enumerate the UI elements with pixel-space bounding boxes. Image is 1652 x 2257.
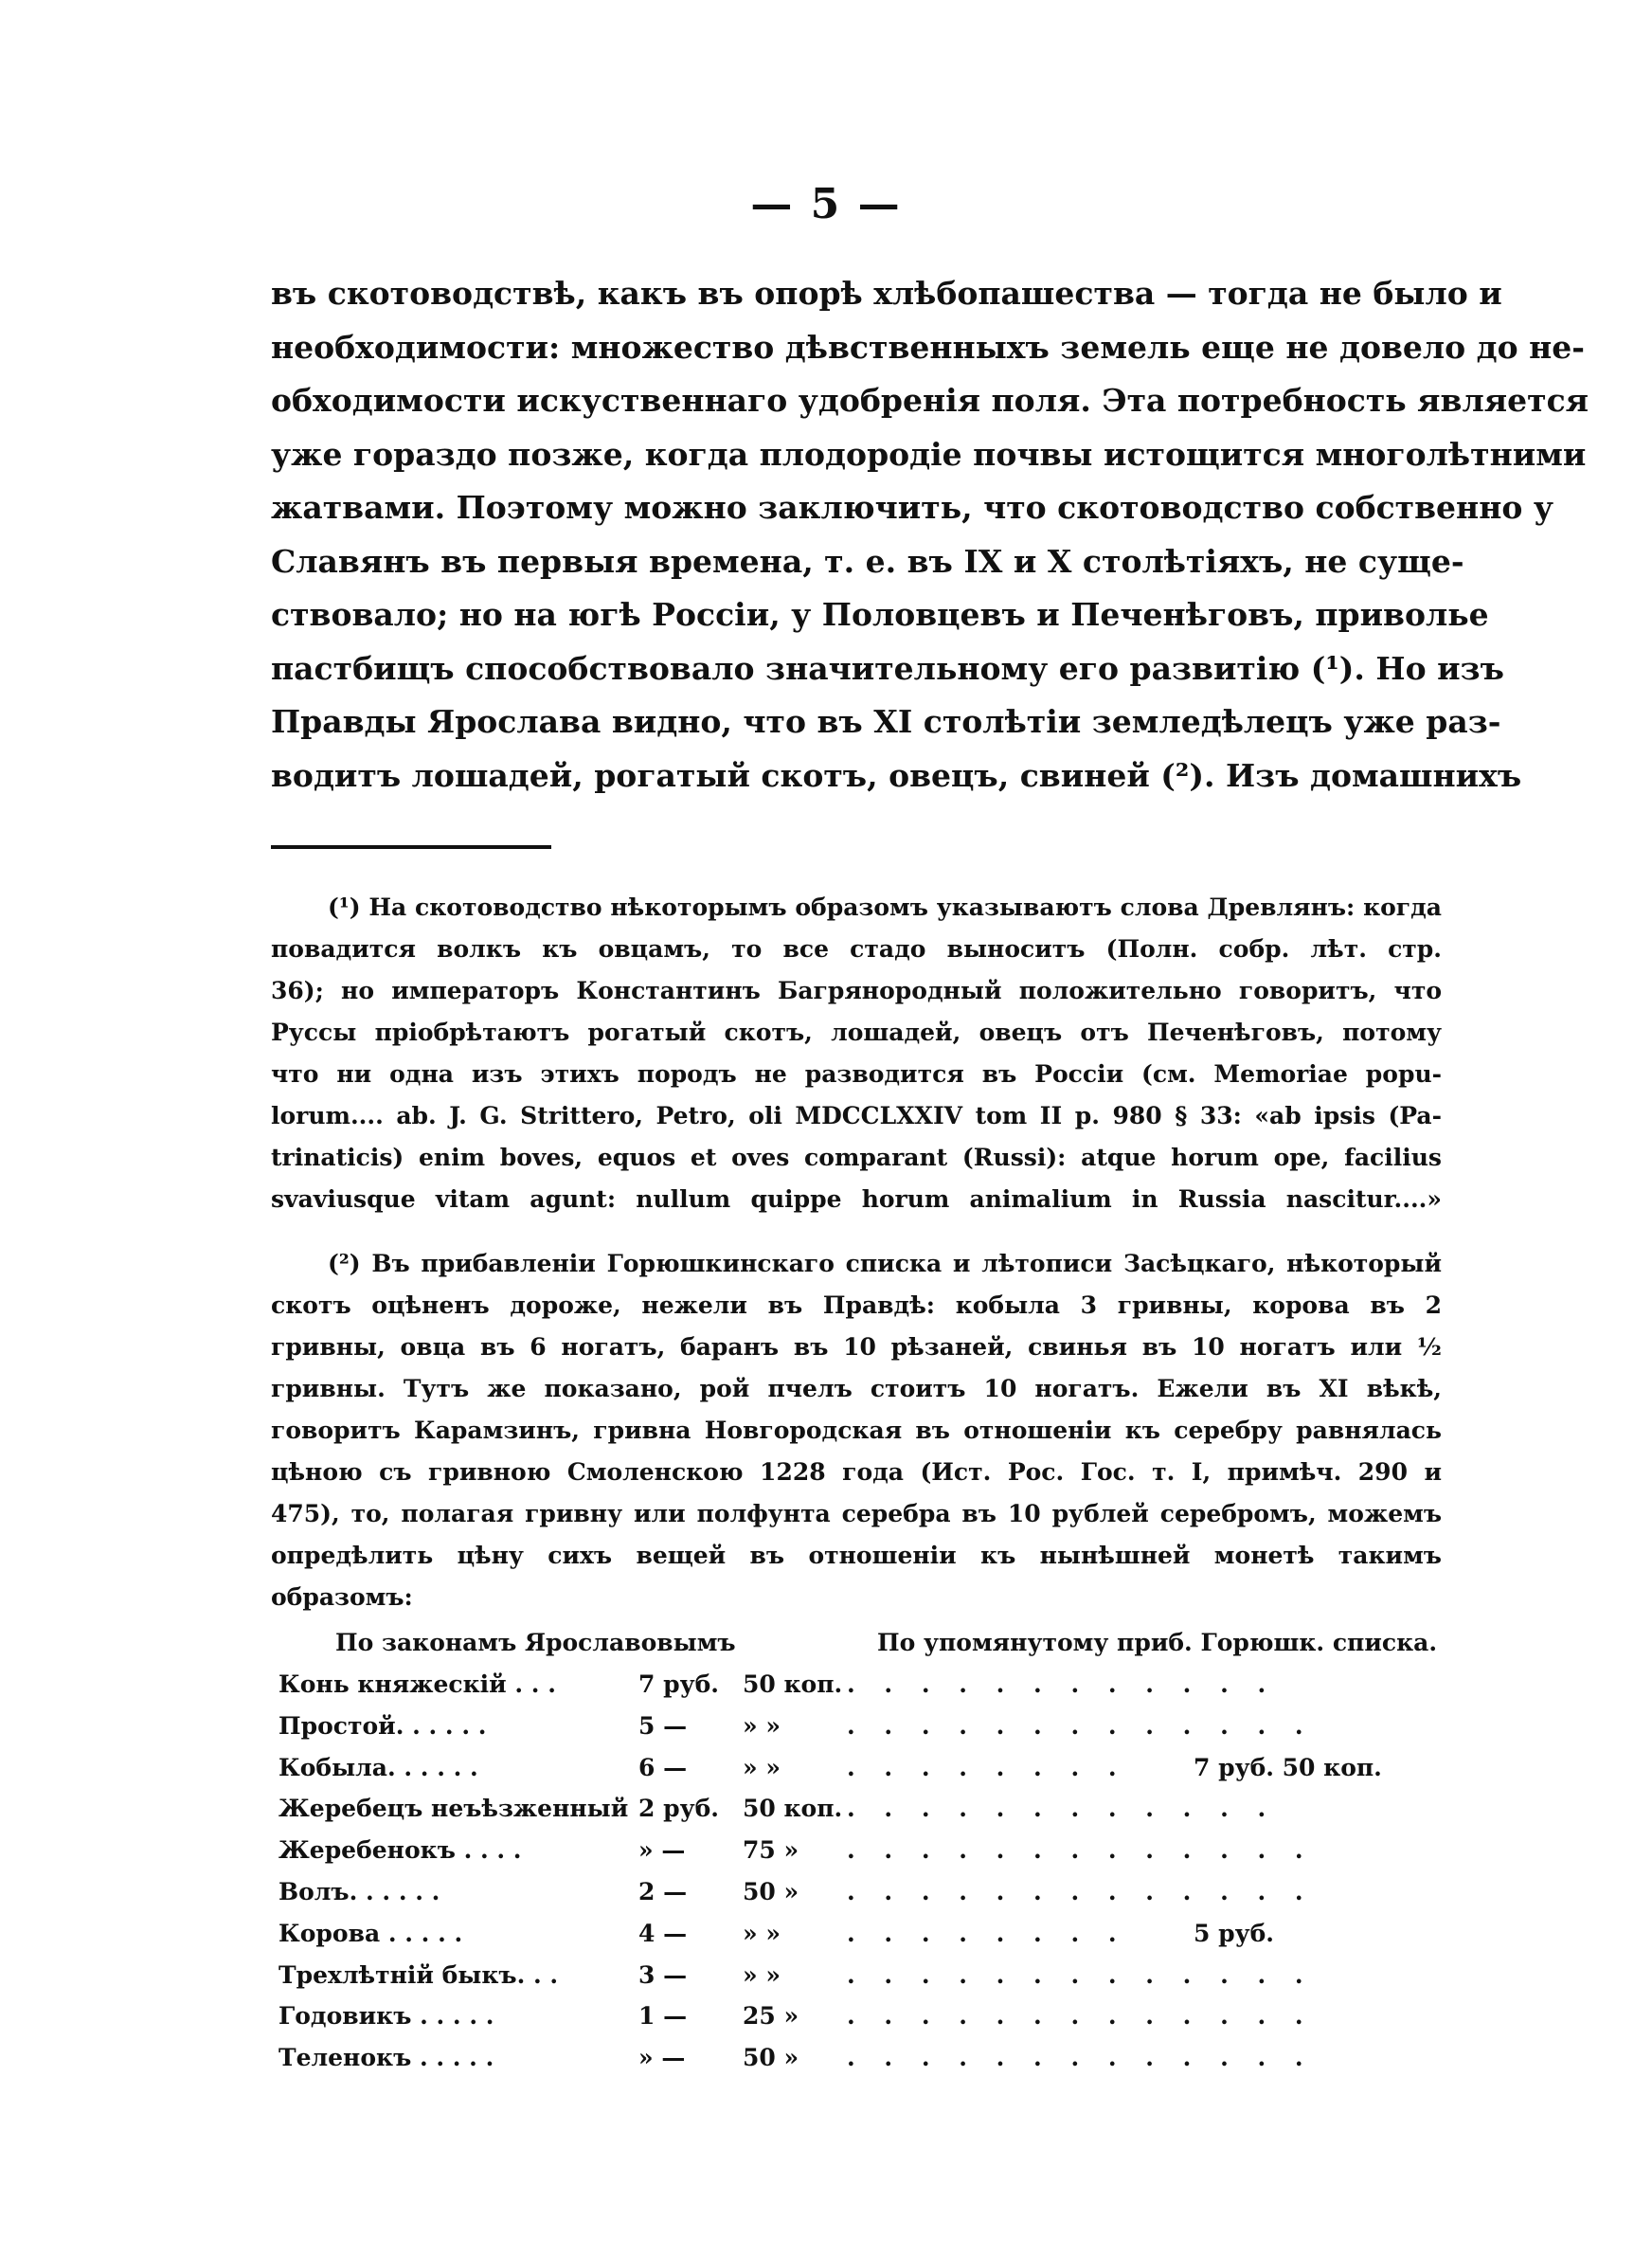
row-alt-price: 7 руб. 50 коп. [1194, 1753, 1382, 1781]
row-kop: » » [743, 1919, 781, 1947]
footnote-line: 475), то, полагая гривну или полфунта серебра въ 10 рублей серебромъ, можемъ [271, 1500, 1442, 1527]
price-table [278, 1622, 1468, 2079]
row-kop: 25 » [743, 2002, 799, 2031]
row-rub: » — [638, 1836, 686, 1865]
table-row [278, 1913, 1468, 1955]
footnote-line: образомъ: [271, 1583, 413, 1611]
row-kop: » » [743, 1753, 781, 1781]
row-name: Жеребенокъ . . . . [278, 1836, 522, 1865]
table-header [278, 1622, 1468, 1664]
row-rub: 4 — [638, 1919, 688, 1947]
row-leader-dots: . . . . . . . . . . . . [847, 1670, 1277, 1698]
row-rub: 2 — [638, 1877, 688, 1905]
table-row [278, 1871, 1468, 1913]
footnote-line: повадится волкъ къ овцамъ, то все стадо выноситъ (Полн. собр. лѣт. стр. [271, 935, 1442, 963]
row-alt-price: 5 руб. [1194, 1919, 1274, 1947]
table-row [278, 1955, 1468, 1996]
row-leader-dots: . . . . . . . . . . . . . [847, 1711, 1314, 1740]
table-row [278, 2037, 1468, 2079]
row-leader-dots: . . . . . . . . . . . . . [847, 1960, 1314, 1989]
text-line: уже гораздо позже, когда плодородіе почвы истощится многолѣтними [271, 435, 1587, 473]
row-kop: 50 коп. [743, 1670, 843, 1698]
text-line: необходимости: множество дѣвственныхъ земель еще не довело до не- [271, 328, 1585, 366]
footnote-line: гривны. Тутъ же показано, рой пчелъ стоитъ 10 ногатъ. Ежели въ XI вѣкѣ, [271, 1375, 1442, 1402]
footnote-2 [271, 1243, 1442, 1618]
row-name: Волъ. . . . . . [278, 1877, 440, 1905]
footnote-line: цѣною съ гривною Смоленскою 1228 года (Ист. Рос. Гос. т. I, примѣч. 290 и [271, 1458, 1442, 1486]
row-rub: » — [638, 2044, 686, 2072]
table-row [278, 1830, 1468, 1871]
row-leader-dots: . . . . . . . . [847, 1919, 1127, 1947]
row-leader-dots: . . . . . . . . . . . . . [847, 2044, 1314, 2072]
footnote-line: говоритъ Карамзинъ, гривна Новгородская въ отношеніи къ серебру равнялась [271, 1417, 1442, 1444]
row-name: Конь княжескій . . . [278, 1670, 556, 1698]
row-kop: » » [743, 1960, 781, 1989]
text-line: жатвами. Поэтому можно заключить, что скотоводство собственно у [271, 489, 1553, 526]
table-row [278, 1664, 1468, 1706]
header-left: По законамъ Ярославовымъ [335, 1629, 736, 1656]
footnote-line: скотъ оцѣненъ дороже, нежели въ Правдѣ: кобыла 3 гривны, корова въ 2 [271, 1291, 1442, 1319]
footnote-line: (²) Въ прибавленіи Горюшкинскаго списка и лѣтописи Засѣцкаго, нѣкоторый [328, 1250, 1442, 1277]
row-name: Простой. . . . . . [278, 1711, 487, 1740]
row-leader-dots: . . . . . . . . . . . . . [847, 1836, 1314, 1865]
row-leader-dots: . . . . . . . . . . . . . [847, 1877, 1314, 1905]
footnote-line: опредѣлить цѣну сихъ вещей въ отношеніи къ нынѣшней монетѣ такимъ [271, 1542, 1442, 1569]
row-rub: 6 — [638, 1753, 688, 1781]
footnote-line: гривны, овца въ 6 ногатъ, баранъ въ 10 рѣзаней, свинья въ 10 ногатъ или ½ [271, 1333, 1442, 1361]
table-row [278, 1747, 1468, 1789]
row-rub: 7 руб. [638, 1670, 719, 1698]
footnote-line: trinaticis) enim boves, equos et oves comparant (Russi): atque horum ope, facilius [271, 1144, 1442, 1171]
row-rub: 1 — [638, 2002, 688, 2031]
table-row [278, 1706, 1468, 1747]
row-name: Трехлѣтній быкъ. . . [278, 1960, 559, 1989]
footnote-line: svaviusque vitam agunt: nullum quippe horum animalium in Russia nascitur....» [271, 1185, 1442, 1213]
table-row [278, 1788, 1468, 1830]
row-name: Кобыла. . . . . . [278, 1753, 478, 1781]
footnote-line: Руссы пріобрѣтаютъ рогатый скотъ, лошадей, овецъ отъ Печенѣговъ, потому [271, 1019, 1442, 1046]
row-leader-dots: . . . . . . . . [847, 1753, 1127, 1781]
row-name: Годовикъ . . . . . [278, 2002, 494, 2031]
row-kop: 75 » [743, 1836, 799, 1865]
text-line: пастбищъ способствовало значительному его развитію (¹). Но изъ [271, 649, 1504, 687]
row-rub: 5 — [638, 1711, 688, 1740]
table-body [278, 1664, 1468, 2079]
footnote-line: 36); но императоръ Константинъ Багрянородный положительно говоритъ, что [271, 977, 1442, 1004]
row-leader-dots: . . . . . . . . . . . . [847, 1795, 1277, 1823]
page-number: — 5 — [750, 180, 902, 228]
row-leader-dots: . . . . . . . . . . . . . [847, 2002, 1314, 2031]
text-line: Славянъ въ первыя времена, т. е. въ IX и X столѣтіяхъ, не суще- [271, 542, 1464, 580]
row-kop: 50 » [743, 1877, 799, 1905]
header-right: По упомянутому приб. Горюшк. списка. [877, 1629, 1438, 1656]
row-kop: » » [743, 1711, 781, 1740]
text-line: Правды Ярослава видно, что въ XI столѣтіи земледѣлецъ уже раз- [271, 703, 1501, 740]
footnote-separator [271, 845, 551, 849]
row-rub: 3 — [638, 1960, 688, 1989]
row-name: Корова . . . . . [278, 1919, 463, 1947]
row-name: Теленокъ . . . . . [278, 2044, 494, 2072]
text-line: въ скотоводствѣ, какъ въ опорѣ хлѣбопашества — тогда не было и [271, 275, 1502, 312]
row-name: Жеребецъ неъѣзженный [278, 1795, 629, 1823]
text-line: водитъ лошадей, рогатый скотъ, овецъ, свиней (²). Изъ домашнихъ [271, 756, 1522, 794]
text-line: обходимости искуственнаго удобренія поля. Эта потребность является [271, 382, 1589, 419]
footnote-1 [271, 887, 1442, 1220]
footnote-line: что ни одна изъ этихъ породъ не разводится въ Россіи (см. Memoriae popu- [271, 1060, 1442, 1088]
row-kop: 50 » [743, 2044, 799, 2072]
footnote-line: (¹) На скотоводство нѣкоторымъ образомъ указываютъ слова Древлянъ: когда [328, 894, 1442, 921]
row-kop: 50 коп. [743, 1795, 843, 1823]
text-line: ствовало; но на югѣ Россіи, у Половцевъ и Печенѣговъ, приволье [271, 596, 1489, 633]
table-row [278, 1995, 1468, 2037]
footnote-line: lorum.... ab. J. G. Strittero, Petro, oli MDCCLXXIV tom II p. 980 § 33: «ab ipsis (Pa- [271, 1102, 1442, 1129]
main-paragraph [271, 267, 1589, 803]
row-rub: 2 руб. [638, 1795, 719, 1823]
